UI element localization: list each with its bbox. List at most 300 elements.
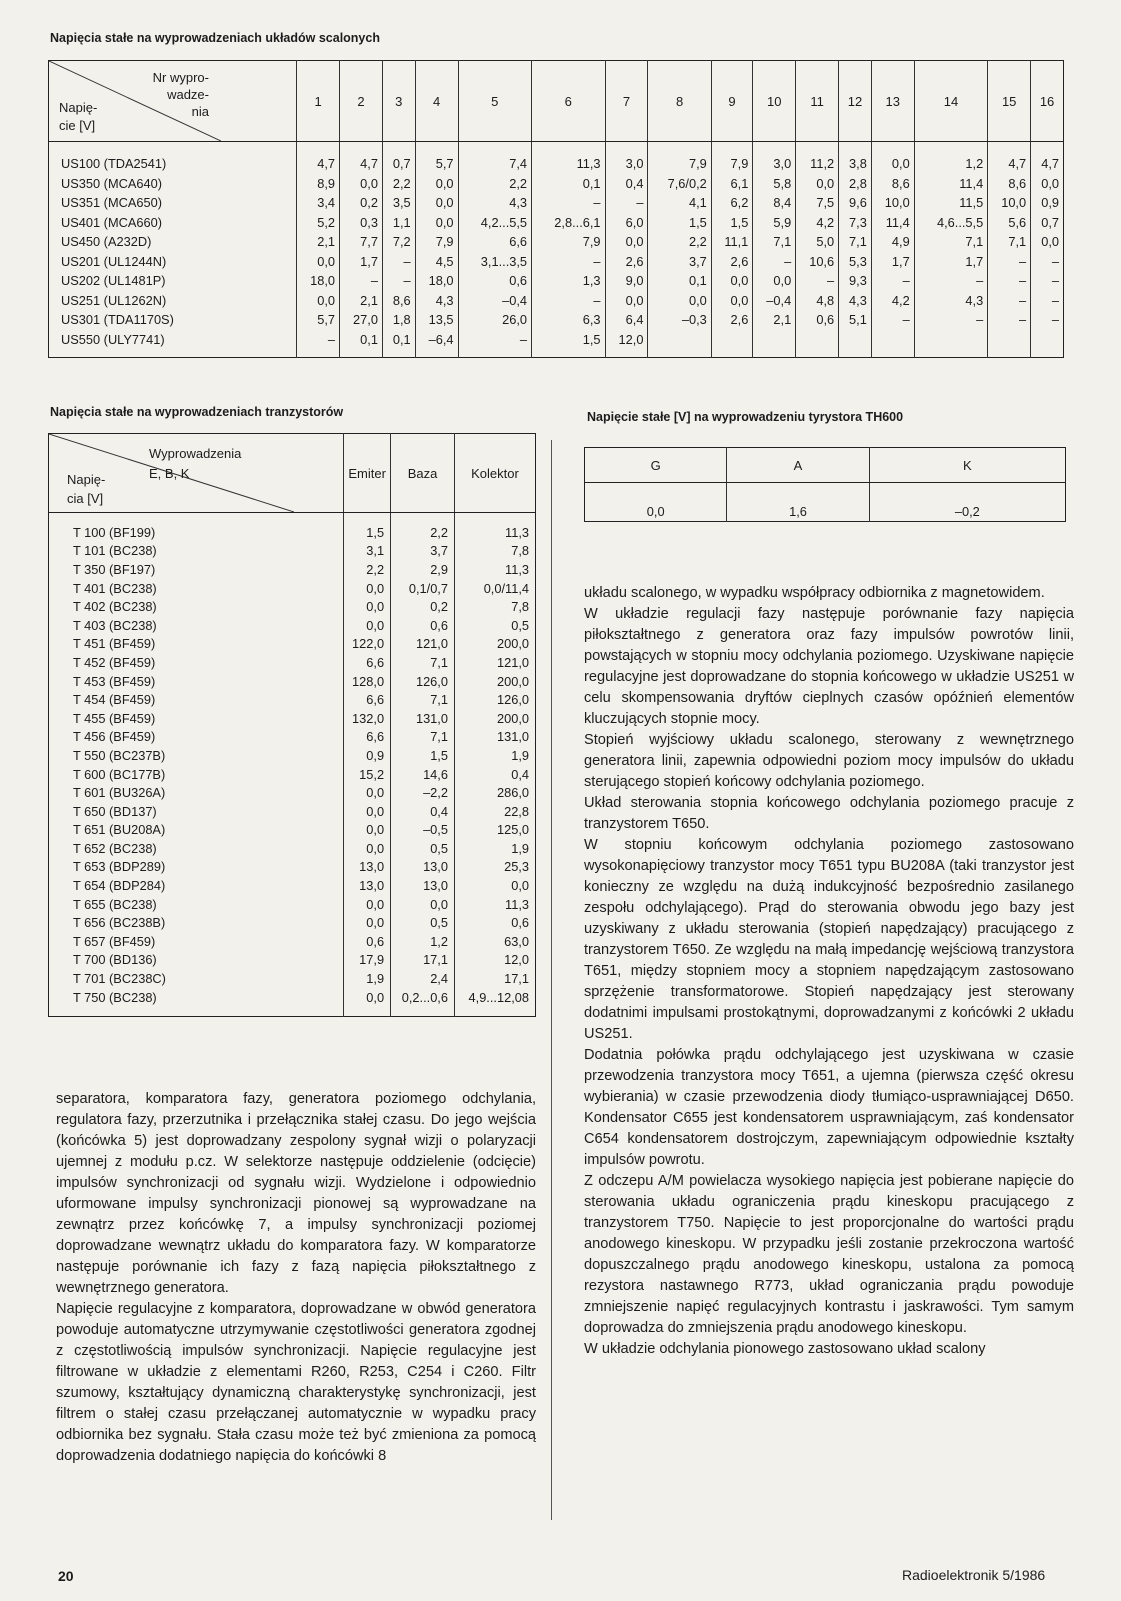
transistor-value: 286,0 xyxy=(454,783,535,802)
ic-value: 0,0 xyxy=(340,174,383,194)
transistor-row xyxy=(49,783,536,802)
transistor-value: 13,0 xyxy=(391,858,455,877)
thyristor-terminal-header: K xyxy=(869,448,1065,483)
ic-row xyxy=(49,232,1064,252)
transistor-name: T 452 (BF459) xyxy=(73,654,156,670)
transistor-value: 0,1/0,7 xyxy=(391,579,455,598)
transistor-value: 6,6 xyxy=(344,690,391,709)
transistor-value: 132,0 xyxy=(344,709,391,728)
paragraph: separatora, komparatora fazy, generatora poziomego odchylania, regulatora fazy, przerzutnika i przełącznika stałej czasu. Do jego wejścia (końcówka 5) jest doprowadzany zespolony sygnał wizji o polaryzacji ujemnej z modułu p.cz. W selektorze następuje oddzielenie (odcięcie) impulsów synchronizacji od sygnału wizji. Wydzielone i odpowiednio uformowane impulsy synchronizacji pionowej są wyprowadzane na zewnątrz przez końcówkę 7, a impulsy synchronizacji poziomej doprowadzane wewnątrz układu do komparatora fazy. W komparatorze następuje porównanie ich fazy z fazą napięcia piłokształtnego z wewnętrznego generatora. xyxy=(56,1091,536,1296)
transistor-value: 17,1 xyxy=(454,969,535,988)
pin-header: 9 xyxy=(711,61,753,142)
transistor-value: 0,6 xyxy=(391,616,455,635)
ic-value: 11,2 xyxy=(796,142,839,174)
ic-value: – xyxy=(914,310,988,330)
transistor-value: 17,9 xyxy=(344,951,391,970)
ic-value xyxy=(796,330,839,358)
transistor-value: 200,0 xyxy=(454,635,535,654)
ic-value: 5,9 xyxy=(753,213,796,233)
transistor-value: 7,1 xyxy=(391,653,455,672)
ic-value: 4,3 xyxy=(839,291,872,311)
transistor-row xyxy=(49,951,536,970)
paragraph: W układzie odchylania pionowego zastosowano układ scalony xyxy=(584,1341,986,1357)
ic-value: 7,1 xyxy=(753,232,796,252)
transistor-value: 7,1 xyxy=(391,728,455,747)
ic-value: – xyxy=(605,193,648,213)
transistor-row xyxy=(49,932,536,951)
transistor-value: 0,0 xyxy=(344,839,391,858)
page-number: 20 xyxy=(58,1568,74,1584)
transistor-value: 0,5 xyxy=(391,839,455,858)
ic-value: 5,3 xyxy=(839,252,872,272)
transistor-name: T 401 (BC238) xyxy=(73,580,157,596)
ic-value xyxy=(988,330,1031,358)
transistor-value: 11,3 xyxy=(454,513,535,542)
ic-value: 1,8 xyxy=(382,310,415,330)
transistor-value: 15,2 xyxy=(344,765,391,784)
transistor-row xyxy=(49,821,536,840)
transistor-name: T 650 (BD137) xyxy=(73,803,157,819)
ic-value: 3,4 xyxy=(297,193,340,213)
ic-value: – xyxy=(1031,271,1064,291)
ic-name: US350 (MCA640) xyxy=(61,175,162,191)
ic-value: – xyxy=(532,193,606,213)
corner-top-label: nia xyxy=(191,104,209,119)
pin-header: 3 xyxy=(382,61,415,142)
ic-value xyxy=(871,330,914,358)
transistor-value: 0,0 xyxy=(344,802,391,821)
ic-value: 7,7 xyxy=(340,232,383,252)
transistor-value: 17,1 xyxy=(391,951,455,970)
ic-value: 0,0 xyxy=(648,291,711,311)
transistor-row xyxy=(49,690,536,709)
ic-value: 6,0 xyxy=(605,213,648,233)
ic-value: 0,0 xyxy=(796,174,839,194)
ic-value xyxy=(648,330,711,358)
ic-name: US450 (A232D) xyxy=(61,234,152,250)
ic-value: 4,7 xyxy=(340,142,383,174)
ic-value: 26,0 xyxy=(458,310,532,330)
ic-value: – xyxy=(382,271,415,291)
table-corner-header xyxy=(49,61,297,142)
ic-value: 5,6 xyxy=(988,213,1031,233)
transistor-row xyxy=(49,765,536,784)
transistor-name: T 701 (BC238C) xyxy=(73,971,166,987)
ic-value: 9,3 xyxy=(839,271,872,291)
transistor-value: 0,9 xyxy=(344,746,391,765)
ic-value: 3,0 xyxy=(605,142,648,174)
transistor-value: 121,0 xyxy=(454,653,535,672)
ic-row xyxy=(49,193,1064,213)
ic-value: 13,5 xyxy=(415,310,458,330)
ic-value: 2,6 xyxy=(711,310,753,330)
transistor-value: 6,6 xyxy=(344,728,391,747)
transistor-name: T 101 (BC238) xyxy=(73,543,157,559)
ic-value: 4,3 xyxy=(415,291,458,311)
left-column-text xyxy=(56,1089,536,1467)
transistor-value: 0,2...0,6 xyxy=(391,988,455,1017)
ic-value xyxy=(914,330,988,358)
ic-voltage-table xyxy=(48,60,1064,358)
ic-value: – xyxy=(988,291,1031,311)
transistor-value: 128,0 xyxy=(344,672,391,691)
ic-value: 5,8 xyxy=(753,174,796,194)
pin-header: 1 xyxy=(297,61,340,142)
transistor-value: 63,0 xyxy=(454,932,535,951)
pin-header: 15 xyxy=(988,61,1031,142)
ic-value: 0,7 xyxy=(382,142,415,174)
transistor-value: 0,0 xyxy=(344,988,391,1017)
transistor-value: 200,0 xyxy=(454,672,535,691)
ic-value: 4,7 xyxy=(988,142,1031,174)
transistor-row xyxy=(49,513,536,542)
transistor-value: 0,0/11,4 xyxy=(454,579,535,598)
pin-header: 13 xyxy=(871,61,914,142)
ic-value: 7,5 xyxy=(796,193,839,213)
ic-name: US301 (TDA1170S) xyxy=(61,312,174,328)
ic-value: 5,1 xyxy=(839,310,872,330)
ic-value: 0,0 xyxy=(415,174,458,194)
thyristor-terminal-header: G xyxy=(585,448,727,483)
ic-value xyxy=(753,330,796,358)
ic-value: 4,1 xyxy=(648,193,711,213)
ic-value: 0,0 xyxy=(711,271,753,291)
paragraph: Dodatnia połówka prądu odchylającego jest uzyskiwana w czasie przewodzenia tranzystora mocy T651, a ujemna (pierwsza część okresu wybierania) w czasie przewodzenia diody tłumiąco-usprawniającej D650. Kondensator C655 jest kondensatorem usprawniającym, zaś kondensator C654 kondensatorem dostrojczym, zapewniającym odpowiednie kształty impulsów powrotu. xyxy=(584,1047,1074,1168)
ic-row xyxy=(49,271,1064,291)
transistor-row xyxy=(49,988,536,1017)
thyristor-value: –0,2 xyxy=(869,483,1065,522)
transistor-row xyxy=(49,672,536,691)
corner-bottom-label: cia [V] xyxy=(67,491,104,506)
ic-value: 18,0 xyxy=(297,271,340,291)
ic-value: 0,9 xyxy=(1031,193,1064,213)
ic-value: – xyxy=(458,330,532,358)
ic-row xyxy=(49,142,1064,174)
ic-value: 0,0 xyxy=(297,252,340,272)
ic-value: – xyxy=(297,330,340,358)
ic-value: 6,3 xyxy=(532,310,606,330)
paragraph: Z odczepu A/M powielacza wysokiego napięcia jest pobierane napięcie do sterowania układu ograniczenia prądu kineskopu pracującego z tranzystorem T750. Napięcie to jest proporcjonalne do wartości prądu anodowego kineskopu. W przypadku jeśli zostanie przekroczona wartość dopuszczalnego prądu anodowego kineskopu, ustalona za pomocą rezystora nastawnego R773, układ ograniczania prądu powoduje zmniejszenie napięć regulacyjnych kontrastu i jaskrawości. Tym samym doprowadza do zmniejszenia prądu anodowego kineskopu. xyxy=(584,1173,1074,1336)
pin-header: 6 xyxy=(532,61,606,142)
ic-value: 1,7 xyxy=(914,252,988,272)
ic-value: 2,6 xyxy=(605,252,648,272)
ic-value: 10,6 xyxy=(796,252,839,272)
transistor-value: 2,2 xyxy=(391,513,455,542)
transistor-value: 121,0 xyxy=(391,635,455,654)
ic-value: 0,4 xyxy=(605,174,648,194)
ic-value: 11,4 xyxy=(871,213,914,233)
transistor-value: 14,6 xyxy=(391,765,455,784)
ic-value: 9,0 xyxy=(605,271,648,291)
transistor-value: 200,0 xyxy=(454,709,535,728)
transistor-value: 1,9 xyxy=(454,746,535,765)
transistor-value: 1,9 xyxy=(344,969,391,988)
ic-value: 2,1 xyxy=(340,291,383,311)
ic-row xyxy=(49,310,1064,330)
ic-value: 10,0 xyxy=(988,193,1031,213)
journal-issue: Radioelektronik 5/1986 xyxy=(902,1567,1046,1583)
transistor-value: 0,2 xyxy=(391,597,455,616)
transistor-value: –0,5 xyxy=(391,821,455,840)
ic-value: 0,0 xyxy=(1031,232,1064,252)
ic-value: –0,4 xyxy=(458,291,532,311)
transistor-value: 0,0 xyxy=(344,616,391,635)
thyristor-value: 0,0 xyxy=(646,504,665,519)
transistor-value: 2,2 xyxy=(344,560,391,579)
transistor-value: 0,0 xyxy=(454,876,535,895)
thyristor-value: 1,6 xyxy=(727,483,869,522)
ic-value: 6,4 xyxy=(605,310,648,330)
transistor-value: 4,9...12,08 xyxy=(454,988,535,1017)
paragraph: Stopień wyjściowy układu scalonego, sterowany z wewnętrznego generatora linii, zapewnia odpowiedni poziom mocy impulsów do układu sterującego stopień końcowy odchylania poziomego. xyxy=(584,732,1074,790)
transistor-value: 122,0 xyxy=(344,635,391,654)
ic-value: – xyxy=(532,291,606,311)
ic-value: 4,2...5,5 xyxy=(458,213,532,233)
ic-value: – xyxy=(532,252,606,272)
ic-value: 12,0 xyxy=(605,330,648,358)
corner-bottom-label: Napię- xyxy=(67,472,106,487)
ic-value: 2,6 xyxy=(711,252,753,272)
ic-value: 0,1 xyxy=(532,174,606,194)
transistor-row xyxy=(49,579,536,598)
terminal-header: Baza xyxy=(391,434,455,513)
transistor-name: T 455 (BF459) xyxy=(73,710,156,726)
transistor-value: 7,8 xyxy=(454,542,535,561)
ic-value: 4,2 xyxy=(796,213,839,233)
ic-value: 0,3 xyxy=(340,213,383,233)
transistor-name: T 652 (BC238) xyxy=(73,840,157,856)
pin-header: 2 xyxy=(340,61,383,142)
transistor-value: 13,0 xyxy=(391,876,455,895)
ic-value: 3,1...3,5 xyxy=(458,252,532,272)
ic-value: 7,6/0,2 xyxy=(648,174,711,194)
ic-value: 4,6...5,5 xyxy=(914,213,988,233)
corner-bottom-label: cie [V] xyxy=(59,118,96,133)
ic-value: 0,0 xyxy=(415,193,458,213)
transistor-value: 2,4 xyxy=(391,969,455,988)
ic-value: –0,4 xyxy=(753,291,796,311)
thyristor-terminal-header: A xyxy=(727,448,869,483)
ic-value: 3,5 xyxy=(382,193,415,213)
ic-value: 2,1 xyxy=(753,310,796,330)
transistor-value: 13,0 xyxy=(344,876,391,895)
ic-value xyxy=(1031,330,1064,358)
ic-value: 0,1 xyxy=(382,330,415,358)
transistor-row xyxy=(49,895,536,914)
thyristor-table-title: Napięcie stałe [V] na wyprowadzeniu tyrystora TH600 xyxy=(587,410,904,424)
ic-value: 1,7 xyxy=(871,252,914,272)
ic-value: 5,7 xyxy=(297,310,340,330)
ic-value: 7,9 xyxy=(415,232,458,252)
table-corner-header xyxy=(49,434,344,513)
transistor-value: 131,0 xyxy=(391,709,455,728)
ic-value: 8,9 xyxy=(297,174,340,194)
paragraph: Układ sterowania stopnia końcowego odchylania poziomego pracuje z tranzystorem T650. xyxy=(584,795,1074,832)
transistor-value: 0,6 xyxy=(454,913,535,932)
ic-value: 4,2 xyxy=(871,291,914,311)
transistor-row xyxy=(49,616,536,635)
transistor-row xyxy=(49,728,536,747)
transistor-row xyxy=(49,839,536,858)
pin-header: 4 xyxy=(415,61,458,142)
ic-value: 5,2 xyxy=(297,213,340,233)
ic-row xyxy=(49,291,1064,311)
ic-value: 0,0 xyxy=(605,291,648,311)
paragraph: układu scalonego, w wypadku współpracy odbiornika z magnetowidem. xyxy=(584,585,1045,601)
ic-value: – xyxy=(871,310,914,330)
ic-value: 0,0 xyxy=(753,271,796,291)
transistor-name: T 550 (BC237B) xyxy=(73,747,166,763)
transistor-row xyxy=(49,653,536,672)
ic-value: 2,2 xyxy=(382,174,415,194)
transistor-name: T 657 (BF459) xyxy=(73,933,156,949)
ic-row xyxy=(49,330,1064,358)
transistor-name: T 453 (BF459) xyxy=(73,673,156,689)
transistor-value: 0,0 xyxy=(344,597,391,616)
transistor-row xyxy=(49,597,536,616)
ic-value: 0,0 xyxy=(711,291,753,311)
ic-table-title: Napięcia stałe na wyprowadzeniach układów scalonych xyxy=(50,31,380,45)
ic-value: 0,0 xyxy=(871,142,914,174)
pin-header: 12 xyxy=(839,61,872,142)
transistor-value: 22,8 xyxy=(454,802,535,821)
corner-top-label: E, B, K xyxy=(149,466,190,481)
transistor-name: T 451 (BF459) xyxy=(73,636,156,652)
transistor-row xyxy=(49,709,536,728)
ic-value: 10,0 xyxy=(871,193,914,213)
ic-value: 0,0 xyxy=(605,232,648,252)
transistor-row xyxy=(49,876,536,895)
transistor-name: T 654 (BDP284) xyxy=(73,878,166,894)
transistor-value: 6,6 xyxy=(344,653,391,672)
transistor-value: –2,2 xyxy=(391,783,455,802)
ic-value: –0,3 xyxy=(648,310,711,330)
ic-name: US550 (ULY7741) xyxy=(61,331,165,347)
transistor-name: T 100 (BF199) xyxy=(73,524,156,540)
transistor-value: 0,4 xyxy=(454,765,535,784)
transistor-row xyxy=(49,542,536,561)
transistor-name: T 402 (BC238) xyxy=(73,599,157,615)
right-column-text xyxy=(584,583,1074,1360)
ic-value: 1,5 xyxy=(711,213,753,233)
ic-value: 6,1 xyxy=(711,174,753,194)
ic-value: 4,8 xyxy=(796,291,839,311)
ic-value: 7,1 xyxy=(988,232,1031,252)
ic-value: 5,0 xyxy=(796,232,839,252)
ic-name: US351 (MCA650) xyxy=(61,195,162,211)
transistor-value: 0,0 xyxy=(344,579,391,598)
ic-value: 6,6 xyxy=(458,232,532,252)
transistor-value: 11,3 xyxy=(454,560,535,579)
ic-value: 3,8 xyxy=(839,142,872,174)
ic-value: 2,1 xyxy=(297,232,340,252)
ic-value: 2,8 xyxy=(839,174,872,194)
ic-value: – xyxy=(382,252,415,272)
ic-value: 18,0 xyxy=(415,271,458,291)
ic-value: 0,1 xyxy=(340,330,383,358)
ic-value: 11,5 xyxy=(914,193,988,213)
transistor-value: 0,0 xyxy=(344,913,391,932)
ic-value: 7,9 xyxy=(711,142,753,174)
ic-value: 6,2 xyxy=(711,193,753,213)
ic-value: 0,0 xyxy=(1031,174,1064,194)
paragraph: Napięcie regulacyjne z komparatora, doprowadzane w obwód generatora powoduje automatyczne utrzymywanie częstotliwości generatora zgodnej z częstotliwością impulsów synchronizacji. Napięcie regulacyjne jest filtrowane w układzie z elementami R260, R253, C254 i C260. Filtr szumowy, kształtujący dynamiczną charakterystykę synchronizacji, jest filtrem o stałej czasu przełączanej automatycznie w wypadku pracy odbiornika bez sygnału. Stała czasu może też być zmieniona za pomocą doprowadzenia dodatniego napięcia do końcówki 8 xyxy=(56,1301,536,1464)
transistor-row xyxy=(49,802,536,821)
transistor-value: 1,5 xyxy=(344,513,391,542)
ic-value: 0,2 xyxy=(340,193,383,213)
transistor-name: T 456 (BF459) xyxy=(73,729,156,745)
transistor-name: T 653 (BDP289) xyxy=(73,859,166,875)
transistor-name: T 700 (BD136) xyxy=(73,952,157,968)
transistor-name: T 600 (BC177B) xyxy=(73,766,166,782)
ic-value: 11,3 xyxy=(532,142,606,174)
ic-value: 4,3 xyxy=(914,291,988,311)
transistor-value: 25,3 xyxy=(454,858,535,877)
transistor-value: 2,9 xyxy=(391,560,455,579)
transistor-row xyxy=(49,913,536,932)
ic-value: – xyxy=(914,271,988,291)
transistor-name: T 655 (BC238) xyxy=(73,896,157,912)
transistor-value: 131,0 xyxy=(454,728,535,747)
ic-value xyxy=(839,330,872,358)
ic-value: – xyxy=(988,310,1031,330)
transistor-table-title: Napięcia stałe na wyprowadzeniach tranzystorów xyxy=(50,405,344,419)
ic-value: 7,3 xyxy=(839,213,872,233)
ic-value: – xyxy=(340,271,383,291)
transistor-value: 1,9 xyxy=(454,839,535,858)
transistor-value: 1,2 xyxy=(391,932,455,951)
ic-value: – xyxy=(753,252,796,272)
transistor-value: 0,0 xyxy=(391,895,455,914)
transistor-value: 125,0 xyxy=(454,821,535,840)
pin-header: 11 xyxy=(796,61,839,142)
ic-value: 2,8...6,1 xyxy=(532,213,606,233)
ic-value: 3,7 xyxy=(648,252,711,272)
pin-header: 7 xyxy=(605,61,648,142)
ic-name: US100 (TDA2541) xyxy=(61,156,167,172)
corner-top-label: wadze- xyxy=(167,87,209,102)
ic-value: 1,7 xyxy=(340,252,383,272)
transistor-value: 0,0 xyxy=(344,783,391,802)
transistor-name: T 454 (BF459) xyxy=(73,692,156,708)
ic-value: 4,3 xyxy=(458,193,532,213)
ic-value: 2,2 xyxy=(648,232,711,252)
ic-value: 2,2 xyxy=(458,174,532,194)
transistor-value: 0,0 xyxy=(344,895,391,914)
ic-value: 4,9 xyxy=(871,232,914,252)
ic-value: 0,1 xyxy=(648,271,711,291)
ic-value: 4,7 xyxy=(297,142,340,174)
ic-value: 7,9 xyxy=(648,142,711,174)
transistor-name: T 601 (BU326A) xyxy=(73,785,166,801)
ic-value: 3,0 xyxy=(753,142,796,174)
corner-top-label: Wyprowadzenia xyxy=(149,446,242,461)
ic-value: – xyxy=(1031,310,1064,330)
ic-value: – xyxy=(1031,291,1064,311)
transistor-value: 7,1 xyxy=(391,690,455,709)
transistor-value: 126,0 xyxy=(391,672,455,691)
transistor-row xyxy=(49,969,536,988)
ic-value: 11,4 xyxy=(914,174,988,194)
transistor-value: 3,7 xyxy=(391,542,455,561)
transistor-value: 0,5 xyxy=(454,616,535,635)
transistor-row xyxy=(49,635,536,654)
ic-row xyxy=(49,213,1064,233)
paragraph: W układzie regulacji fazy następuje porównanie fazy napięcia piłokształtnego z generatora oraz fazy impulsów powrotów linii, powstających w stopniu mocy odchylania poziomego. Uzyskiwane napięcie regulacyjne jest doprowadzane do stopnia końcowego w układzie US251 w celu skompensowania dryftów cieplnych czasów opóźnień elementów kluczujących stopnie mocy. xyxy=(584,606,1074,727)
ic-value: 0,6 xyxy=(458,271,532,291)
transistor-voltage-table xyxy=(48,433,536,1017)
ic-value: – xyxy=(871,271,914,291)
